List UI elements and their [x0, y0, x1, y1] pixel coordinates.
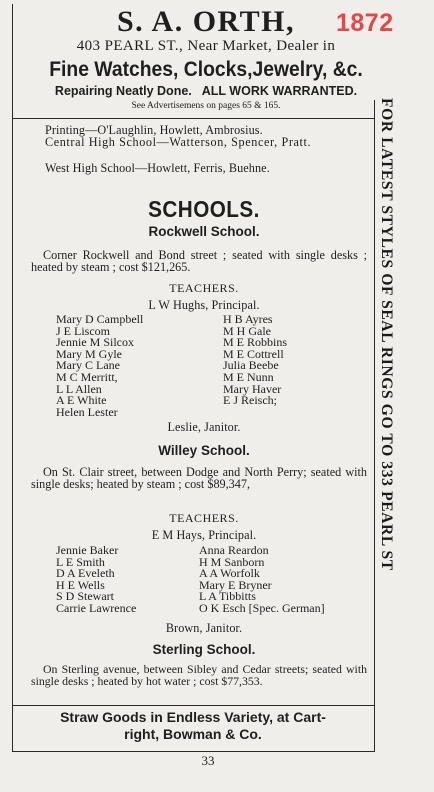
teacher-list-willey-right	[199, 545, 325, 615]
teacher: E J Reisch;	[223, 393, 277, 408]
teacher-list-rockwell-right	[223, 314, 287, 407]
bottom-ad-rule-bottom	[12, 751, 374, 752]
teacher: O K Esch [Spec. German]	[199, 600, 325, 615]
teacher: Carrie Lawrence	[56, 600, 137, 615]
teacher: H M Sanborn	[199, 554, 265, 569]
ad-orth-repair-left: Repairing Neatly Done.	[54, 84, 192, 98]
ad-straw-line-1: Straw Goods in Endless Variety, at Cart-	[60, 709, 326, 725]
teacher: M E Nunn	[223, 369, 274, 384]
teacher: Helen Lester	[56, 404, 118, 419]
ad-orth-see-ads: See Advertisemens on pages 65 & 165.	[131, 101, 281, 111]
teacher: L A Tibbitts	[199, 589, 256, 604]
school-desc-rockwell: Corner Rockwell and Bond street ; seated with single desks ; heated by steam ; cost $121,265.	[31, 248, 367, 274]
teacher: L L Allen	[56, 381, 102, 396]
ad-orth-repair-right: ALL WORK WARRANTED.	[201, 84, 358, 98]
printing-central-high: Central High School—Watterson, Spencer, Pratt.	[45, 135, 312, 149]
teacher: Julia Beebe	[223, 358, 279, 373]
page-number: 33	[201, 753, 215, 768]
side-banner-text: FOR LATEST STYLES OF SEAL RINGS GO TO 333 PEARL ST	[378, 98, 395, 571]
teacher-list-rockwell-left	[56, 314, 143, 418]
school-desc-sterling: On Sterling avenue, between Sibley and Cedar streets; seated with single desks ; heated by hot water ; cost $77,353.	[31, 662, 367, 688]
principal-willey: E M Hays, Principal.	[151, 528, 257, 542]
teacher: Mary D Campbell	[56, 312, 144, 326]
teachers-heading-rockwell: TEACHERS.	[169, 281, 239, 295]
school-name-rockwell: Rockwell School.	[148, 224, 260, 239]
ad-orth-name: S. A. ORTH,	[117, 5, 295, 38]
ad-orth	[12, 6, 400, 38]
printing-line-2	[45, 136, 367, 148]
teacher: Mary M Gyle	[56, 346, 122, 361]
teacher: Mary Haver	[223, 381, 282, 396]
section-title: SCHOOLS.	[148, 196, 260, 222]
janitor-rockwell: Leslie, Janitor.	[167, 420, 241, 434]
bottom-ad-rule-top	[12, 705, 374, 706]
teacher: A A Worfolk	[199, 566, 260, 581]
teacher: L E Smith	[56, 554, 105, 569]
teacher: H B Ayres	[223, 312, 273, 326]
teacher: M H Gale	[223, 323, 271, 338]
teacher: M E Robbins	[223, 335, 288, 350]
printing-line-3: West High School—Howlett, Ferris, Buehne.	[45, 161, 270, 175]
teacher: S D Stewart	[56, 589, 114, 604]
teacher: Mary C Lane	[56, 358, 120, 373]
principal-rockwell: L W Hughs, Principal.	[148, 298, 260, 312]
teacher-list-willey-left	[56, 545, 136, 615]
ad-straw-goods	[12, 709, 374, 743]
ad-orth-goods: Fine Watches, Clocks,Jewelry, &c.	[49, 58, 363, 81]
printing-line-1: Printing—O'Laughlin, Howlett, Ambrosius.	[45, 123, 263, 137]
school-name-sterling: Sterling School.	[152, 642, 256, 657]
school-name-willey: Willey School.	[158, 443, 250, 458]
teacher: Jennie Baker	[56, 543, 119, 557]
ad-orth-repair	[12, 84, 400, 98]
ad-straw-line-2: right, Bowman & Co.	[124, 726, 262, 742]
teacher: M C Merritt,	[56, 369, 118, 384]
teacher: M E Cottrell	[223, 346, 284, 361]
top-ad-rule	[12, 118, 374, 119]
teacher: Anna Reardon	[199, 543, 269, 557]
teacher: D A Eveleth	[56, 566, 115, 581]
year-badge: 1872	[336, 9, 394, 37]
teacher: Mary E Bryner	[199, 577, 272, 592]
ad-orth-address: 403 PEARL ST., Near Market, Dealer in	[76, 38, 336, 54]
teacher: J E Liscom	[56, 323, 110, 338]
teacher: Jennie M Silcox	[56, 335, 134, 350]
janitor-willey: Brown, Janitor.	[165, 621, 243, 635]
teacher: A E White	[56, 393, 107, 408]
school-desc-willey: On St. Clair street, between Dodge and North Perry; seated with single desks; heated by steam ; cost $89,347,	[31, 465, 367, 491]
teacher: H E Wells	[56, 577, 105, 592]
left-border	[12, 4, 13, 752]
teachers-heading-willey: TEACHERS.	[169, 511, 239, 525]
